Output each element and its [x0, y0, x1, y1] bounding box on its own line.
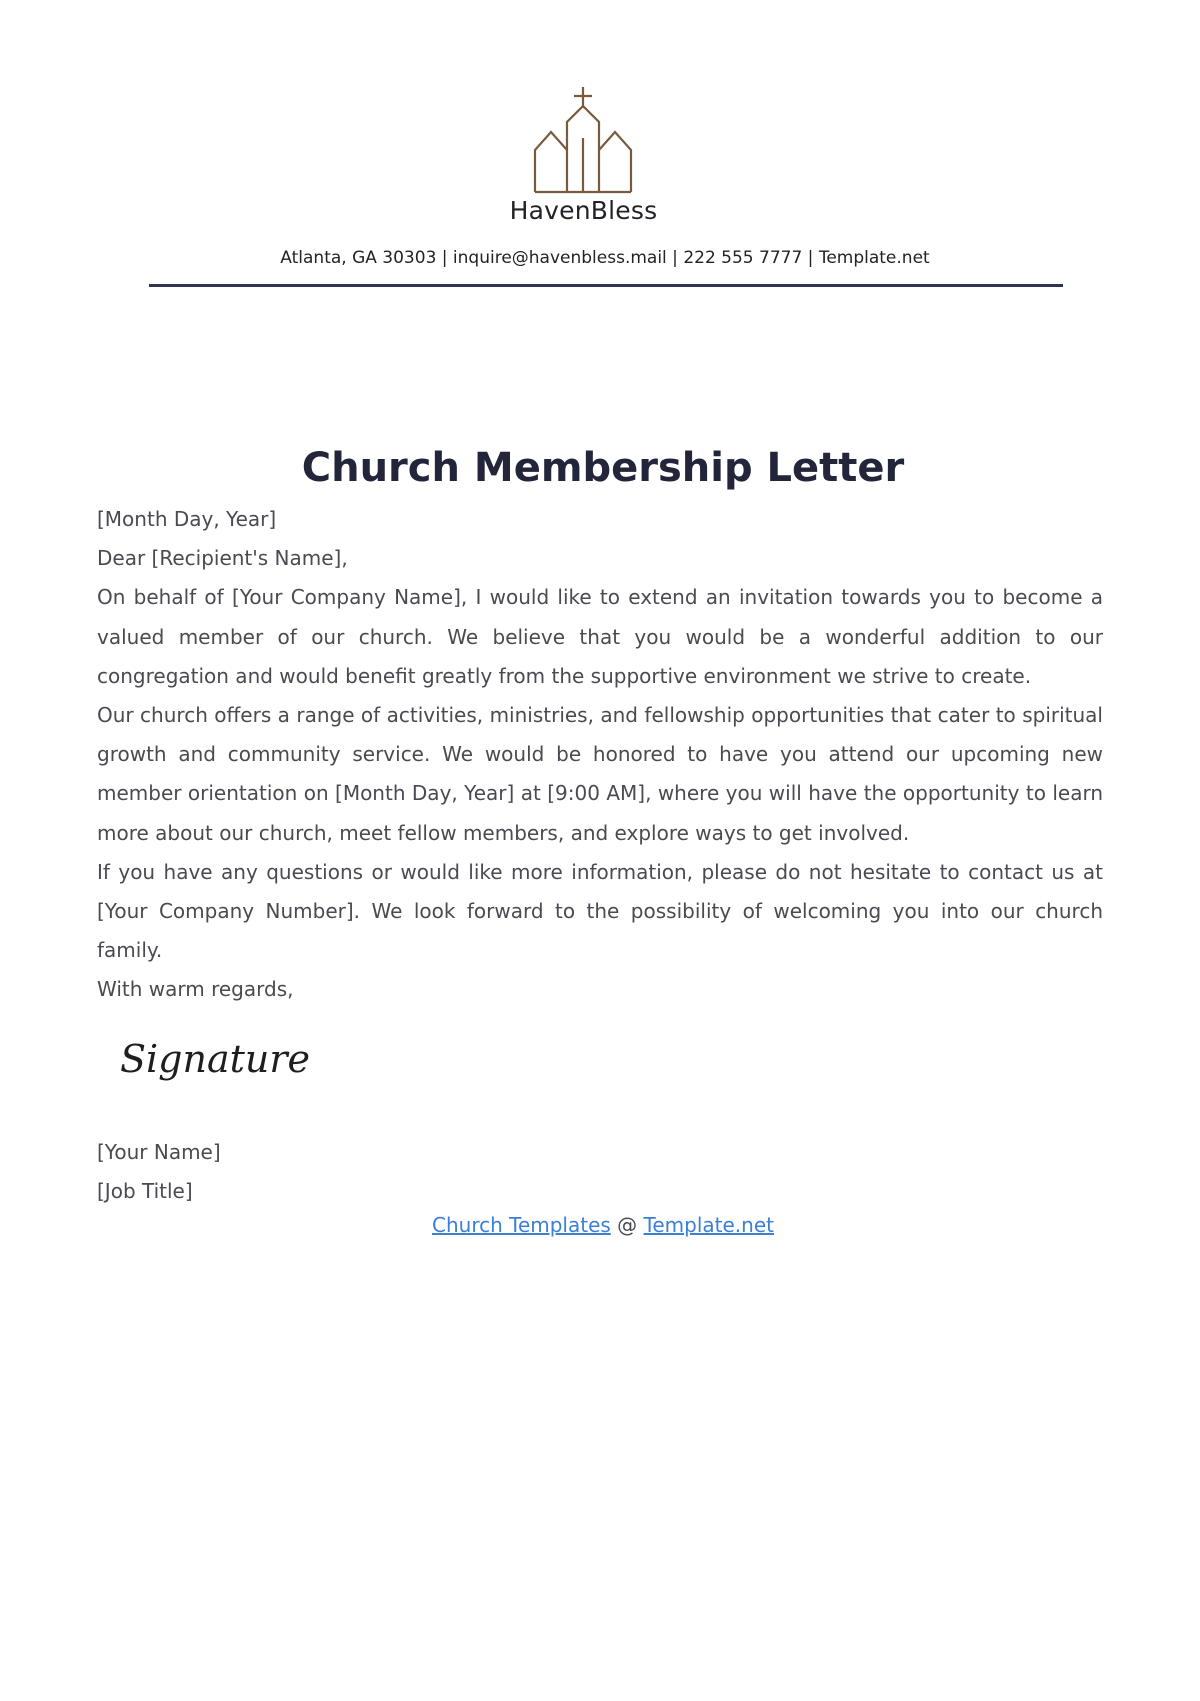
footer-separator: @: [617, 1213, 644, 1237]
letter-date: [Month Day, Year]: [97, 507, 277, 531]
letterhead: [0, 0, 1200, 300]
church-templates-link[interactable]: Church Templates: [432, 1213, 611, 1237]
footer-links: [0, 1213, 1200, 1237]
signature-image: [118, 1032, 318, 1092]
letter-body: [97, 500, 1103, 1010]
sender-name: [Your Name]: [97, 1140, 221, 1164]
letter-paragraph-2: Our church offers a range of activities, ministries, and fellowship opportunities that cater to spiritual growth and community service. We would be honored to have you attend our upcoming new member orientation on [Month Day, Year] at [9:00 AM], where you will have the opportunity to learn more about our church, meet fellow members, and explore ways to get involved.: [97, 703, 1103, 845]
brand-name: HavenBless: [509, 196, 658, 225]
church-icon: [530, 86, 636, 198]
signature-text: Signature: [120, 1037, 311, 1081]
letter-paragraph-3: If you have any questions or would like more information, please do not hesitate to contact us at [Your Company Number]. We look forward to the possibility of welcoming you into our church family.: [97, 859, 1103, 963]
header-divider: [149, 284, 1063, 287]
sender-block: [97, 1133, 697, 1211]
contact-info: Atlanta, GA 30303 | inquire@havenbless.mail | 222 555 7777 | Template.net: [280, 248, 930, 268]
letter-closing: With warm regards,: [97, 977, 294, 1002]
template-net-link[interactable]: Template.net: [643, 1213, 774, 1237]
document-title: Church Membership Letter: [301, 445, 905, 491]
letter-paragraph-1: On behalf of [Your Company Name], I would like to extend an invitation towards you to become a valued member of our church. We believe that you would be a wonderful addition to our congregation and would benefit greatly from the supportive environment we strive to create.: [97, 585, 1103, 688]
sender-title: [Job Title]: [97, 1179, 193, 1204]
letter-salutation: Dear [Recipient's Name],: [97, 546, 348, 571]
